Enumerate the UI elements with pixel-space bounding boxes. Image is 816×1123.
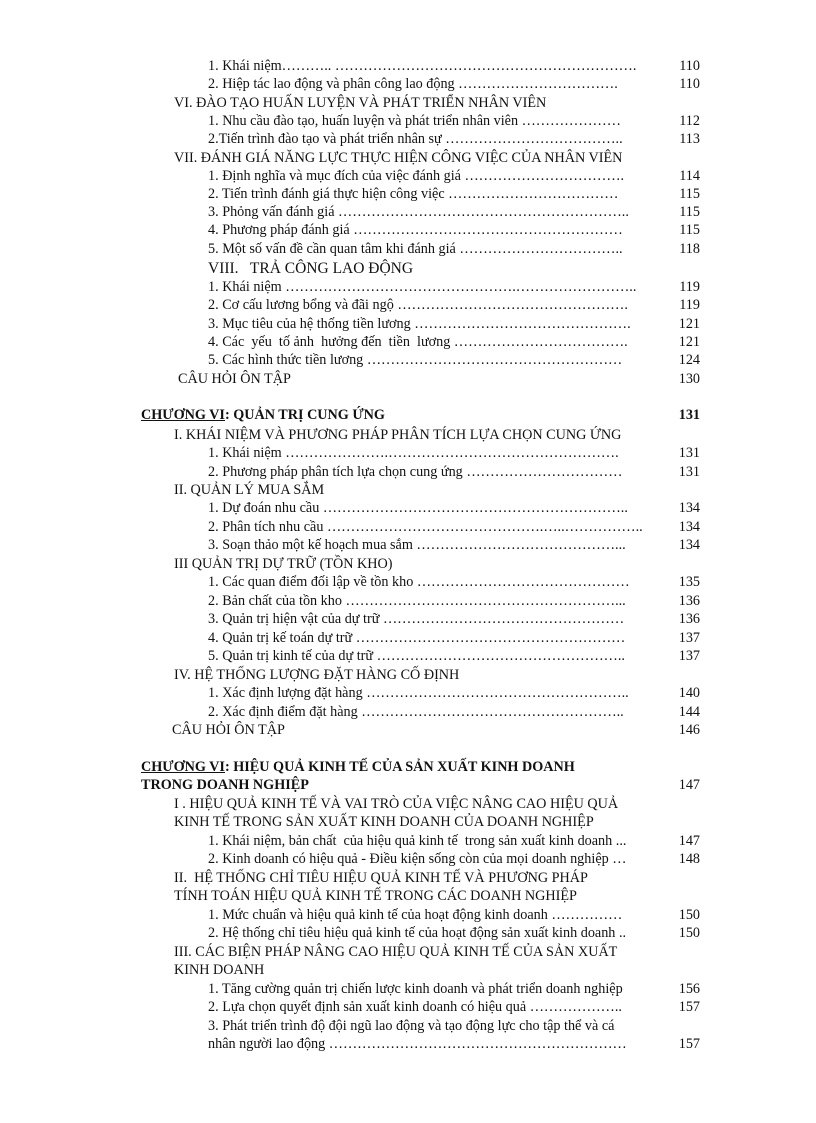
toc-entry: 1. Xác định lượng đặt hàng ……………………………………………….. (208, 685, 629, 701)
toc-page-number: 121 (678, 334, 700, 350)
toc-entry: 1. Khái niệm ………………….…………………………………………. (208, 445, 619, 461)
chapter-title: CHƯƠNG VI: QUẢN TRỊ CUNG ỨNG (141, 407, 385, 423)
toc-section-heading: KINH TẾ TRONG SẢN XUẤT KINH DOANH CỦA DOANH NGHIỆP (174, 814, 594, 830)
toc-entry: 2.Tiến trình đào tạo và phát triển nhân sự ……………………………….. (208, 131, 623, 147)
toc-entry: 3. Phát triển trình độ đội ngũ lao động và tạo động lực cho tập thể và cá (208, 1018, 615, 1034)
toc-page-number: 150 (678, 925, 700, 941)
toc-page-number: 144 (678, 704, 700, 720)
toc-section-heading: TÍNH TOÁN HIỆU QUẢ KINH TẾ TRONG CÁC DOANH NGHIỆP (174, 888, 577, 904)
toc-entry: 2. Bản chất của tồn kho …………………………………………………... (208, 593, 626, 609)
chapter-title: CHƯƠNG VI: HIỆU QUẢ KINH TẾ CỦA SẢN XUẤT KINH DOANH (141, 759, 575, 775)
toc-page-number: 134 (678, 537, 700, 553)
toc-page-number: 137 (678, 648, 700, 664)
chapter-title-line2: TRONG DOANH NGHIỆP (141, 777, 309, 793)
toc-page-number: 135 (678, 574, 700, 590)
toc-review-questions: CÂU HỎI ÔN TẬP (172, 722, 285, 738)
toc-entry: 4. Các yếu tố ảnh hưởng đến tiền lương ………………………………. (208, 334, 628, 350)
toc-section-heading: II. QUẢN LÝ MUA SẮM (174, 482, 325, 498)
toc-page-number: 124 (678, 352, 700, 368)
toc-page-number: 115 (679, 186, 700, 202)
toc-section-heading: VII. ĐÁNH GIÁ NĂNG LỰC THỰC HIỆN CÔNG VIỆC CỦA NHÂN VIÊN (174, 150, 623, 166)
toc-page-number: 150 (678, 907, 700, 923)
toc-page-number: 146 (678, 722, 700, 738)
toc-entry: 1. Mức chuẩn và hiệu quả kinh tế của hoạt động kinh doanh …………… (208, 907, 623, 923)
toc-page-number: 115 (679, 204, 700, 220)
toc-page-number: 136 (678, 593, 700, 609)
toc-section-heading: III. CÁC BIỆN PHÁP NÂNG CAO HIỆU QUẢ KINH TẾ CỦA SẢN XUẤT (174, 944, 618, 960)
toc-entry: 2. Tiến trình đánh giá thực hiện công việc ……………………………… (208, 186, 619, 202)
toc-entry: 2. Hệ thống chỉ tiêu hiệu quả kinh tế của hoạt động sản xuất kinh doanh .. (208, 925, 627, 941)
toc-page-number: 110 (679, 58, 700, 74)
toc-page-number: 115 (679, 222, 700, 238)
toc-section-heading: IV. HỆ THỐNG LƯỢNG ĐẶT HÀNG CỐ ĐỊNH (174, 667, 460, 683)
toc-entry: 1. Nhu cầu đào tạo, huấn luyện và phát triển nhân viên ………………… (208, 113, 621, 129)
toc-entry: 1. Các quan điểm đối lập về tồn kho ……………………………………… (208, 574, 630, 590)
toc-page-number: 130 (678, 371, 700, 387)
toc-section-heading: I. KHÁI NIỆM VÀ PHƯƠNG PHÁP PHÂN TÍCH LỰA CHỌN CUNG ỨNG (174, 427, 622, 443)
toc-entry: 5. Các hình thức tiền lương ……………………………………………… (208, 352, 623, 368)
chapter-page-number: 147 (678, 777, 700, 793)
toc-entry: 2. Phương pháp phân tích lựa chọn cung ứng …………………………… (208, 464, 623, 480)
toc-page-number: 136 (678, 611, 700, 627)
toc-page-number: 118 (679, 241, 700, 257)
toc-entry: 3. Soạn thảo một kế hoạch mua sắm ……………………………………... (208, 537, 626, 553)
toc-section-heading: VI. ĐÀO TẠO HUẤN LUYỆN VÀ PHÁT TRIỂN NHÂN VIÊN (174, 95, 547, 111)
toc-page-number: 131 (678, 445, 700, 461)
toc-entry: 2. Xác định điểm đặt hàng ……………………………………………….. (208, 704, 624, 720)
toc-entry: 1. Tăng cường quản trị chiến lược kinh doanh và phát triển doanh nghiệp (208, 981, 623, 997)
toc-entry: 1. Khái niệm……….. ………………………………………………………. (208, 58, 637, 74)
toc-section-heading: VIII. TRẢ CÔNG LAO ĐỘNG (208, 260, 414, 277)
toc-entry: 3. Quản trị hiện vật của dự trữ …………………………………………… (208, 611, 625, 627)
toc-page-number: 137 (678, 630, 700, 646)
toc-page-number: 148 (678, 851, 700, 867)
toc-page-number: 112 (679, 113, 700, 129)
toc-page-number: 113 (679, 131, 700, 147)
toc-section-heading: III QUẢN TRỊ DỰ TRỮ (TỒN KHO) (174, 556, 393, 572)
toc-entry: 2. Cơ cấu lương bổng và đãi ngộ …………………………………………. (208, 297, 628, 313)
toc-entry: 1. Khái niệm, bản chất của hiệu quả kinh tế trong sản xuất kinh doanh ... (208, 833, 627, 849)
toc-page-number: 147 (678, 833, 700, 849)
toc-page-number: 157 (678, 1036, 700, 1052)
toc-page-number: 121 (678, 316, 700, 332)
toc-entry: 4. Phương pháp đánh giá ………………………………………………… (208, 222, 623, 238)
toc-page-number: 157 (678, 999, 700, 1015)
toc-entry: 5. Một số vấn đề cần quan tâm khi đánh giá …………………………….. (208, 241, 623, 257)
toc-entry: nhân người lao động ……………………………………………………… (208, 1036, 627, 1052)
toc-page-number: 114 (679, 168, 700, 184)
toc-page-number: 119 (679, 279, 700, 295)
toc-entry: 1. Dự đoán nhu cầu ……………………………………………………….. (208, 500, 628, 516)
toc-entry: 4. Quản trị kế toán dự trữ ………………………………………………… (208, 630, 626, 646)
toc-entry: 2. Kinh doanh có hiệu quả - Điều kiện sống còn của mọi doanh nghiệp … (208, 851, 627, 867)
toc-page-number: 119 (679, 297, 700, 313)
chapter-page-number: 131 (678, 407, 700, 423)
toc-entry: 3. Mục tiêu của hệ thống tiền lương ………………………………………. (208, 316, 631, 332)
toc-page-number: 156 (678, 981, 700, 997)
toc-entry: 1. Khái niệm ………………………………………….…………………….. (208, 279, 637, 295)
toc-entry: 2. Lựa chọn quyết định sản xuất kinh doanh có hiệu quả ……………….. (208, 999, 622, 1015)
toc-page-number: 131 (678, 464, 700, 480)
toc-entry: 1. Định nghĩa và mục đích của việc đánh giá ……………………………. (208, 168, 625, 184)
toc-page-number: 140 (678, 685, 700, 701)
toc-page-number: 134 (678, 519, 700, 535)
toc-page-number: 110 (679, 76, 700, 92)
toc-section-heading: KINH DOANH (174, 962, 265, 978)
toc-entry: 2. Hiệp tác lao động và phân công lao động ……………………………. (208, 76, 618, 92)
toc-entry: 5. Quản trị kinh tế của dự trữ …………………………………………….. (208, 648, 625, 664)
toc-entry: 2. Phân tích nhu cầu ……………………………………….…..…………….. (208, 519, 643, 535)
toc-section-heading: II. HỆ THỐNG CHỈ TIÊU HIỆU QUẢ KINH TẾ VÀ PHƯƠNG PHÁP (174, 870, 588, 886)
toc-page-number: 134 (678, 500, 700, 516)
toc-entry: 3. Phỏng vấn đánh giá …………………………………………………….. (208, 204, 629, 220)
toc-section-heading: I . HIỆU QUẢ KINH TẾ VÀ VAI TRÒ CỦA VIỆC NÂNG CAO HIỆU QUẢ (174, 796, 619, 812)
toc-review-questions: CÂU HỎI ÔN TẬP (178, 371, 291, 387)
